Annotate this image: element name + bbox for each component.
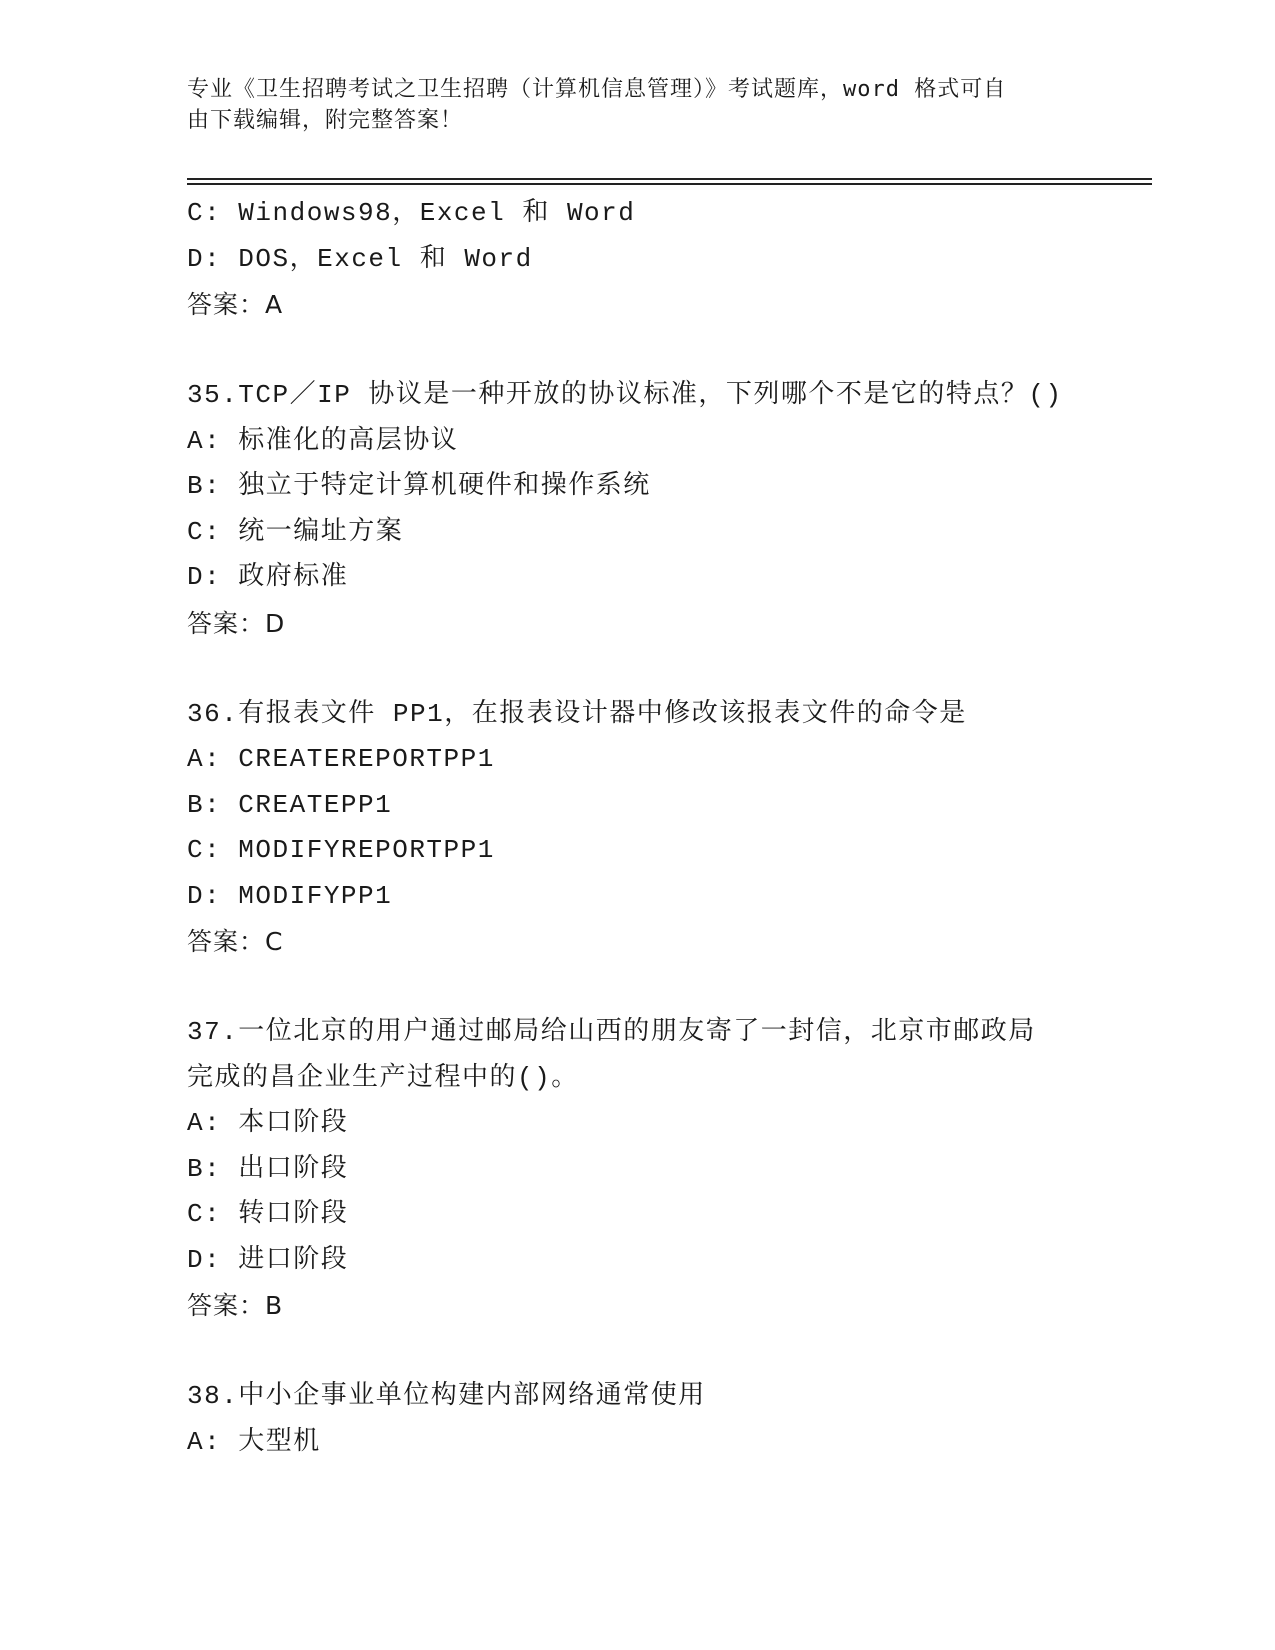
spacer [187,1329,1107,1375]
question-text: 35.TCP／IP 协议是一种开放的协议标准，下列哪个不是它的特点？() [187,380,1063,410]
answer-label: 答案：A [187,290,284,319]
header-divider-bottom [187,183,1152,185]
option-c: C: 转口阶段 [187,1199,349,1229]
question-block [187,373,1107,646]
option-c: C: MODIFYREPORTPP1 [187,835,495,865]
option-a: A: 大型机 [187,1426,321,1457]
question-text: 38.中小企事业单位构建内部网络通常使用 [187,1381,706,1411]
answer-label: 答案：B [187,1291,284,1320]
question-block [187,692,1107,965]
question-text: 37.一位北京的用户通过邮局给山西的朋友寄了一封信，北京市邮政局 [187,1017,1036,1047]
option-d: D: MODIFYPP1 [187,880,393,911]
question-list [187,191,1107,1465]
question-text: 36.有报表文件 PP1，在报表设计器中修改该报表文件的命令是 [187,698,967,729]
option-b: B: CREATEPP1 [187,789,393,820]
document-header [187,74,1067,136]
option-d: D: DOS，Excel 和 Word [187,243,533,274]
question-text-continued: 完成的昌企业生产过程中的()。 [187,1062,579,1093]
option-b: B: 出口阶段 [187,1153,349,1184]
spacer [187,328,1107,374]
option-c: C: Windows98，Excel 和 Word [187,198,636,228]
answer-label: 答案：C [187,927,284,956]
question-block [187,191,1107,328]
option-a: A: CREATEREPORTPP1 [187,744,495,774]
question-block [187,1010,1107,1329]
header-line-1: 专业《卫生招聘考试之卫生招聘（计算机信息管理）》考试题库，word 格式可自 [187,77,1007,102]
option-c: C: 统一编址方案 [187,516,404,547]
option-d: D: 政府标准 [187,562,349,592]
answer-label: 答案：D [187,608,286,638]
option-a: A: 标准化的高层协议 [187,425,459,456]
option-a: A: 本口阶段 [187,1108,349,1138]
header-line-2: 由下载编辑，附完整答案！ [187,108,464,133]
option-b: B: 独立于特定计算机硬件和操作系统 [187,471,651,501]
option-d: D: 进口阶段 [187,1244,349,1275]
header-divider-top [187,178,1152,180]
question-block [187,1374,1107,1465]
spacer [187,965,1107,1011]
spacer [187,646,1107,692]
